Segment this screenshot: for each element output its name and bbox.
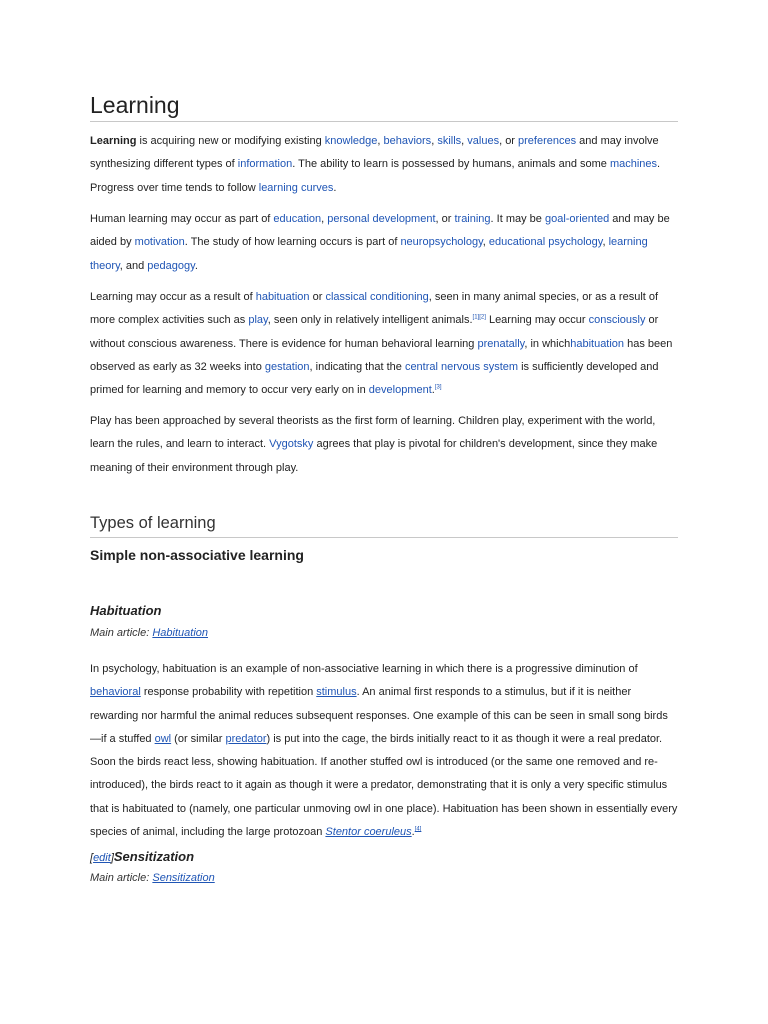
heading-habituation: Habituation (90, 603, 162, 618)
text: . (411, 826, 415, 839)
link-educational-psychology[interactable]: educational psychology (488, 236, 603, 249)
text: . (333, 181, 337, 194)
link-information[interactable]: information (237, 158, 293, 171)
link-machines[interactable]: machines (609, 158, 658, 171)
text: , and (119, 259, 148, 272)
intro-paragraph (90, 130, 678, 200)
edit-bracket-close: ] (110, 852, 114, 864)
text: or without conscious awareness. There is evidence for human behavioral learning (90, 314, 659, 350)
edit-link[interactable]: edit (93, 852, 111, 864)
link-classical-conditioning[interactable]: classical conditioning (325, 291, 429, 303)
link-education[interactable]: education (273, 213, 322, 225)
text: . The ability to learn is possessed by humans, animals and some (292, 158, 610, 171)
link-personal-development[interactable]: personal development (327, 213, 436, 225)
paragraph-2 (90, 208, 678, 278)
text: . (431, 384, 435, 397)
text: In psychology, habituation is an example of non-associative learning in which there is a progressive diminution of (90, 663, 638, 675)
link-skills[interactable]: skills (437, 135, 462, 147)
text: . The study of how learning occurs is part of (184, 236, 401, 249)
link-values[interactable]: values (467, 135, 500, 147)
text: , (431, 135, 438, 147)
link-stentor-coeruleus[interactable]: Stentor coeruleus (325, 826, 412, 839)
text: has been observed as early as 32 weeks into (90, 337, 673, 373)
text: agrees that play is pivotal for children's development, since they make meaning of their environment through play. (90, 438, 658, 474)
main-article-note-sensitization (90, 872, 215, 884)
link-pedagogy[interactable]: pedagogy (147, 259, 195, 272)
text: , or (499, 135, 519, 147)
reference-3[interactable]: [3] (434, 384, 442, 391)
link-preferences[interactable]: preferences (518, 135, 577, 147)
sensitization-title: Sensitization (113, 849, 195, 864)
link-behavioral[interactable]: behavioral (90, 686, 141, 699)
text: , in which (524, 337, 571, 350)
link-vygotsky[interactable]: Vygotsky (269, 438, 314, 451)
text: , seen in many animal species, or as a result of more complex activities such as (90, 291, 659, 327)
text: . Progress over time tends to follow (90, 158, 661, 194)
link-consciously[interactable]: consciously (588, 314, 646, 327)
text: Learning may occur as a result of (90, 291, 256, 303)
main-article-label: Main article: (90, 627, 153, 639)
link-prenatally[interactable]: prenatally (477, 337, 525, 350)
text: (or similar (171, 732, 226, 745)
paragraph-5 (90, 658, 678, 844)
text: , (461, 135, 468, 147)
link-main-sensitization[interactable]: Sensitization (152, 872, 215, 884)
link-motivation[interactable]: motivation (134, 236, 185, 249)
text: , (377, 135, 384, 147)
link-main-habituation[interactable]: Habituation (152, 627, 209, 639)
page-title: Learning (90, 92, 678, 122)
link-development[interactable]: development (368, 384, 432, 397)
link-habituation[interactable]: habituation (255, 291, 310, 303)
text: or (309, 291, 326, 303)
link-play[interactable]: play (248, 314, 268, 327)
link-behaviors[interactable]: behaviors (383, 135, 432, 147)
text: , seen only in relatively intelligent animals. (267, 314, 473, 327)
link-owl[interactable]: owl (154, 732, 172, 745)
text: . (194, 259, 198, 272)
paragraph-3 (90, 286, 678, 402)
text: . It may be (490, 213, 545, 225)
edit-bracket-open: [ (90, 852, 94, 864)
link-stimulus[interactable]: stimulus (316, 686, 357, 699)
subsection-heading-simple: Simple non-associative learning (90, 547, 304, 563)
link-predator[interactable]: predator (225, 732, 267, 745)
text: Learning may occur (485, 314, 589, 327)
link-gestation[interactable]: gestation (264, 360, 310, 373)
text: . An animal first responds to a stimulus, but if it is neither rewarding nor harmful the animal reduces subsequent responses. One example of this can be seen in small song birds—if a stuffed (90, 686, 668, 745)
heading-sensitization (90, 849, 194, 864)
text: , or (435, 213, 455, 225)
paragraph-4 (90, 410, 678, 480)
section-heading-types: Types of learning (90, 514, 678, 538)
text: , (321, 213, 328, 225)
link-neuropsychology[interactable]: neuropsychology (400, 236, 483, 249)
link-training[interactable]: training (454, 213, 491, 225)
link-learning-curves[interactable]: learning curves (258, 181, 334, 194)
text: and may be aided by (90, 213, 670, 249)
link-knowledge[interactable]: knowledge (324, 135, 378, 147)
text: is acquiring new or modifying existing (136, 135, 325, 147)
reference-1-2[interactable]: [1][2] (472, 314, 486, 321)
main-article-label: Main article: (90, 872, 153, 884)
reference-4[interactable]: [4] (414, 826, 422, 833)
link-habituation-2[interactable]: habituation (570, 337, 625, 350)
main-article-note (90, 627, 208, 639)
link-central-nervous-system[interactable]: central nervous system (404, 360, 519, 373)
text: and may involve synthesizing different types of (90, 135, 659, 171)
link-goal-oriented[interactable]: goal-oriented (544, 213, 610, 225)
text: response probability with repetition (140, 686, 317, 699)
text: is sufficiently developed and primed for learning and memory to occur very early on in (90, 360, 659, 397)
text: , (482, 236, 489, 249)
text: , (602, 236, 609, 249)
bold-term: Learning (90, 135, 137, 147)
text: Human learning may occur as part of (90, 213, 274, 225)
link-learning-theory[interactable]: learning theory (90, 236, 648, 272)
text: Play has been approached by several theorists as the first form of learning. Children play, experiment with the world, learn the rules, and learn to interact. (90, 415, 656, 451)
text: , indicating that the (309, 360, 405, 373)
text: ) is put into the cage, the birds initially react to it as though it were a real predator. Soon the birds react less, showing habituation. If another stuffed owl is introduced (or the same one removed and re-introduced), the birds react to it again as though it were a predator, demonstrating that it is only a very specific stimulus that is habituated to (namely, one particular unmoving owl in one place). Habituation has been shown in essentially every species of animal, including the large protozoan (90, 732, 678, 839)
